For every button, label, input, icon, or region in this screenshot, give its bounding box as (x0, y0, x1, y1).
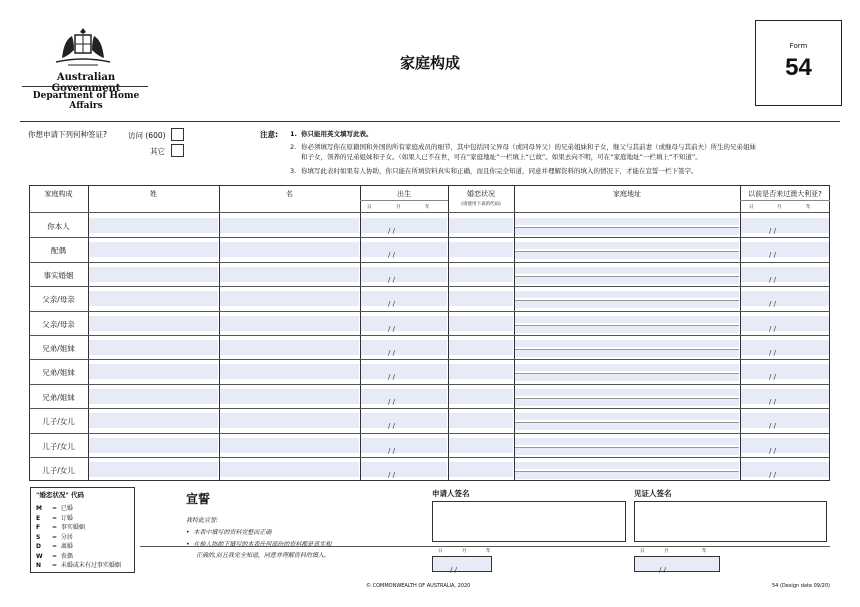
marital-code-item: M = 已婚 (36, 505, 73, 512)
visa-option-other-label: 其它 (150, 147, 165, 156)
government-name: Australian Government (51, 72, 121, 94)
witness-signature-label: 见证人签名 (634, 489, 672, 498)
row-label: 儿子/女儿 (42, 417, 75, 426)
copyright: © COMMONWEALTH OF AUSTRALIA, 2020 (366, 583, 471, 589)
date-separator: / / (769, 422, 776, 430)
address-input[interactable] (515, 291, 739, 298)
row-divider (29, 359, 830, 360)
date-separator: / / (388, 227, 395, 235)
address-input-line2[interactable] (515, 349, 739, 357)
address-input[interactable] (515, 316, 739, 323)
divider (22, 86, 148, 87)
witness-signature-box[interactable] (634, 501, 827, 542)
marital-code-item: D = 离婚 (36, 543, 73, 550)
date-separator: / / (769, 251, 776, 259)
visited-month-label: 月 (777, 205, 782, 210)
date-separator: / / (388, 422, 395, 430)
header-marital-sub: (请使用下表的代码) (461, 202, 501, 207)
surname-input[interactable] (89, 462, 218, 477)
witness-sig-date[interactable]: / / (634, 556, 720, 572)
header-marital: 婚恋状况 (467, 190, 495, 198)
address-input[interactable] (515, 438, 739, 445)
note-2-cont: 和子女，领养的兄弟姐妹和子女。（如果人已不在世，可在“家庭地址”一栏填上“已故”。如果去向不明，可在“家庭地址”一栏填上“不知道”。 (301, 153, 702, 161)
surname-input[interactable] (89, 413, 218, 428)
marital-codes-title: "婚恋状况" 代码 (36, 491, 85, 499)
date-separator: / / (388, 325, 395, 333)
row-divider (29, 433, 830, 434)
given-name-input[interactable] (220, 340, 359, 355)
visited-day-label: 日 (749, 205, 754, 210)
given-name-input[interactable] (220, 316, 359, 331)
date-separator: / / (769, 276, 776, 284)
given-name-input[interactable] (220, 267, 359, 282)
date-separator: / / (769, 447, 776, 455)
note-3: 3. 你填写此表时如果有人协助，你只能在所填资料真实和正确，而且你完全知道，同意并理解资料的填入的情况下，才能在宣誓一栏下签字。 (290, 167, 698, 175)
witness-sig-year-label: 年 (702, 549, 707, 554)
applicant-signature-box[interactable] (432, 501, 626, 542)
address-input[interactable] (515, 364, 739, 371)
header-surname: 姓 (150, 190, 157, 198)
marital-status-input[interactable] (449, 364, 513, 379)
visited-date-input[interactable] (741, 438, 829, 453)
visited-date-input[interactable] (741, 316, 829, 331)
given-name-input[interactable] (220, 242, 359, 257)
surname-input[interactable] (89, 340, 218, 355)
row-label: 你本人 (47, 222, 70, 231)
given-name-input[interactable] (220, 218, 359, 233)
row-label: 事实婚姻 (43, 271, 74, 280)
marital-status-input[interactable] (449, 413, 513, 428)
row-divider (29, 408, 830, 409)
row-divider (29, 457, 830, 458)
address-input-line2[interactable] (515, 447, 739, 455)
row-divider (29, 262, 830, 263)
given-name-input[interactable] (220, 291, 359, 306)
row-label: 父亲/母亲 (42, 320, 75, 329)
form-number-box (755, 20, 842, 106)
design-date: 54 (Design date 09/20) (772, 583, 830, 589)
visa-option-visitor-label: 访问 (600) (128, 131, 166, 140)
row-label: 兄弟/姐妹 (42, 344, 75, 353)
given-name-input[interactable] (220, 462, 359, 477)
declaration-bullet-cont: 正确的,而且我完全知道，同意并理解资料的填入。 (196, 552, 330, 559)
visited-date-input[interactable] (741, 291, 829, 306)
date-separator: / / (388, 349, 395, 357)
marital-code-item: F = 事实婚姻 (36, 524, 85, 531)
header-birth: 出生 (397, 190, 411, 198)
marital-status-input[interactable] (449, 389, 513, 404)
address-input-line2[interactable] (515, 227, 739, 235)
marital-status-input[interactable] (449, 462, 513, 477)
date-separator: / / (388, 276, 395, 284)
visited-date-input[interactable] (741, 267, 829, 282)
row-label: 兄弟/姐妹 (42, 368, 75, 377)
address-input-line2[interactable] (515, 325, 739, 333)
surname-input[interactable] (89, 218, 218, 233)
address-input-line2[interactable] (515, 300, 739, 308)
visited-date-input[interactable] (741, 340, 829, 355)
marital-code-item: E = 订婚 (36, 514, 73, 522)
marital-status-input[interactable] (449, 291, 513, 306)
header-address: 家庭地址 (613, 190, 641, 198)
given-name-input[interactable] (220, 413, 359, 428)
date-separator: / / (769, 373, 776, 381)
marital-status-input[interactable] (449, 218, 513, 233)
header-divider (20, 121, 840, 122)
row-divider (29, 311, 830, 312)
applicant-sig-day-label: 日 (438, 549, 443, 554)
surname-input[interactable] (89, 364, 218, 379)
date-separator: / / (388, 471, 395, 479)
form-label: Form (789, 42, 808, 50)
given-name-input[interactable] (220, 438, 359, 453)
row-divider (29, 335, 830, 336)
address-input[interactable] (515, 267, 739, 274)
marital-code-item: W = 丧偶 (36, 552, 73, 560)
marital-status-input[interactable] (449, 438, 513, 453)
row-label: 儿子/女儿 (42, 442, 75, 451)
address-input-line2[interactable] (515, 276, 739, 284)
witness-sig-day-label: 日 (640, 549, 645, 554)
department-name: Department of Home Affairs (32, 91, 140, 111)
visited-date-input[interactable] (741, 389, 829, 404)
address-input[interactable] (515, 218, 739, 225)
birth-date-input[interactable] (361, 462, 447, 477)
row-label: 兄弟/姐妹 (42, 393, 75, 402)
date-separator: / / (769, 349, 776, 357)
declaration-bullet: • 在他人协助下填写的本表任何部份的资料都是真实和 (186, 541, 332, 548)
header-row-divider (29, 212, 830, 213)
birth-date-input[interactable] (361, 267, 447, 282)
applicant-signature-label: 申请人签名 (432, 489, 470, 498)
birth-month-label: 月 (396, 205, 401, 210)
applicant-sig-year-label: 年 (486, 549, 491, 554)
birth-date-input[interactable] (361, 413, 447, 428)
given-name-input[interactable] (220, 389, 359, 404)
birth-date-input[interactable] (361, 291, 447, 306)
date-separator: / / (769, 325, 776, 333)
birth-date-input[interactable] (361, 242, 447, 257)
notes-label: 注意: (260, 130, 278, 139)
address-input[interactable] (515, 340, 739, 347)
declaration-bullet: • 本表中填写的资料完整而正确 (186, 529, 272, 536)
marital-code-item: S = 分居 (36, 533, 73, 541)
date-separator: / / (769, 300, 776, 308)
date-separator: / / (769, 471, 776, 479)
surname-input[interactable] (89, 267, 218, 282)
row-divider (29, 237, 830, 238)
address-input-line2[interactable] (515, 251, 739, 259)
visa-option-visitor-checkbox[interactable] (171, 128, 184, 141)
birth-subdivider (360, 200, 448, 201)
birth-date-input[interactable] (361, 218, 447, 233)
surname-input[interactable] (89, 438, 218, 453)
address-input-line2[interactable] (515, 398, 739, 406)
header-visited: 以前是否来过澳大利亚? (748, 190, 822, 198)
birth-date-input[interactable] (361, 389, 447, 404)
surname-input[interactable] (89, 242, 218, 257)
birth-date-input[interactable] (361, 316, 447, 331)
visited-year-label: 年 (806, 205, 811, 210)
address-input-line2[interactable] (515, 373, 739, 381)
visa-question: 你想申请下列何种签证? (28, 130, 107, 139)
surname-input[interactable] (89, 316, 218, 331)
visa-option-other-checkbox[interactable] (171, 144, 184, 157)
visited-date-input[interactable] (741, 413, 829, 428)
birth-day-label: 日 (367, 205, 372, 210)
row-divider (29, 286, 830, 287)
witness-sig-month-label: 月 (664, 549, 669, 554)
address-input[interactable] (515, 242, 739, 249)
date-separator: / / (388, 251, 395, 259)
declaration-title: 宣誓 (186, 492, 211, 506)
date-separator: / / (769, 398, 776, 406)
date-separator: / / (388, 447, 395, 455)
header-given-name: 名 (286, 190, 293, 198)
address-input[interactable] (515, 462, 739, 469)
declaration-intro: 我特此宣誓: (186, 517, 219, 524)
birth-date-input[interactable] (361, 340, 447, 355)
visited-date-input[interactable] (741, 242, 829, 257)
date-separator: / / (769, 227, 776, 235)
date-separator: / / (388, 398, 395, 406)
applicant-sig-date[interactable]: / / (432, 556, 492, 572)
visited-date-input[interactable] (741, 218, 829, 233)
page-title: 家庭构成 (399, 54, 460, 72)
birth-date-input[interactable] (361, 364, 447, 379)
header-relation: 家庭构成 (44, 190, 73, 198)
date-separator: / / (388, 373, 395, 381)
address-input[interactable] (515, 389, 739, 396)
row-label: 儿子/女儿 (42, 466, 75, 475)
coat-of-arms-icon (48, 22, 118, 68)
address-input[interactable] (515, 413, 739, 420)
row-label: 父亲/母亲 (42, 295, 75, 304)
marital-status-input[interactable] (449, 242, 513, 257)
note-1: 1. 你只能用英文填写此表。 (290, 130, 373, 138)
applicant-sig-month-label: 月 (462, 549, 467, 554)
date-separator: / / (388, 300, 395, 308)
visited-subdivider (740, 200, 830, 201)
marital-status-input[interactable] (449, 267, 513, 282)
address-input-line2[interactable] (515, 471, 739, 479)
address-input-line2[interactable] (515, 422, 739, 430)
visited-date-input[interactable] (741, 364, 829, 379)
marital-code-item: N = 未婚或未有过事实婚姻 (36, 562, 121, 569)
row-label: 配偶 (51, 246, 66, 255)
footer-divider (140, 546, 830, 547)
surname-input[interactable] (89, 291, 218, 306)
marital-status-input[interactable] (449, 340, 513, 355)
note-2: 2. 你必须填写你在原籍国和外国的所有家庭成员的细节，其中包括同父异母（或同母异父）的兄弟姐妹和子女，继父与其前妻（或继母与其前夫）所生的兄弟姐妹 (290, 143, 756, 151)
row-divider (29, 384, 830, 385)
given-name-input[interactable] (220, 364, 359, 379)
marital-status-input[interactable] (449, 316, 513, 331)
birth-year-label: 年 (425, 205, 430, 210)
form-number: 54 (785, 54, 812, 81)
birth-date-input[interactable] (361, 438, 447, 453)
surname-input[interactable] (89, 389, 218, 404)
visited-date-input[interactable] (741, 462, 829, 477)
